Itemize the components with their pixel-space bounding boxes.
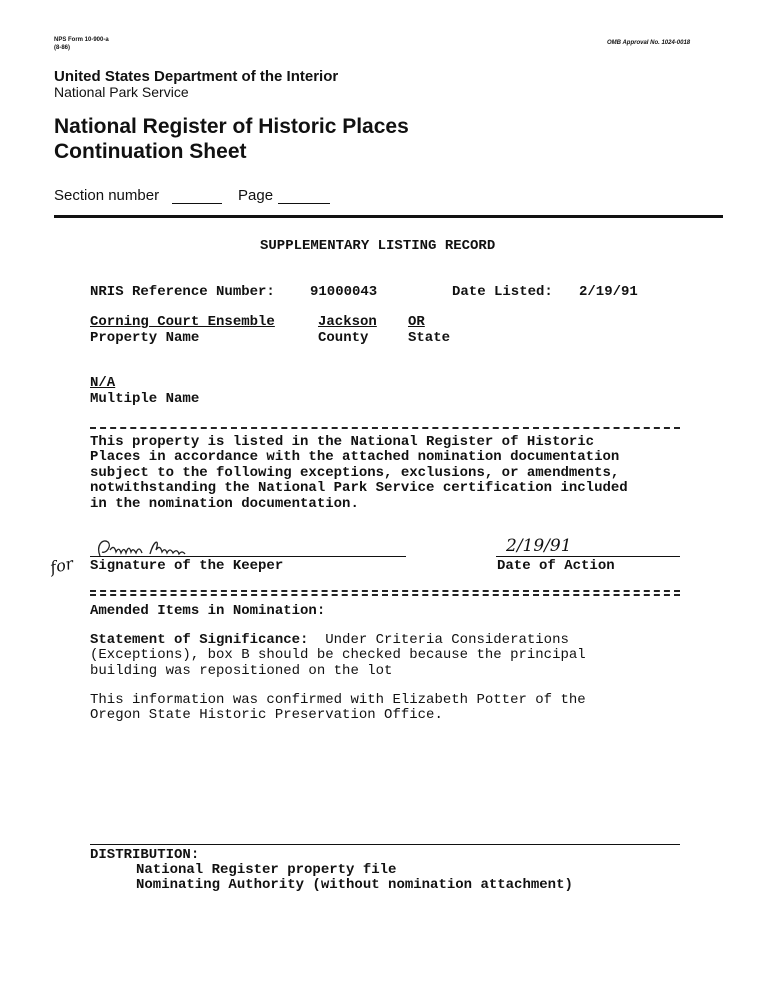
date-of-action-label: Date of Action bbox=[497, 558, 615, 574]
statement-line: Places in accordance with the attached nomination documentation bbox=[90, 449, 620, 466]
significance-label: Statement of Significance: bbox=[90, 632, 309, 648]
form-number: NPS Form 10-900-a bbox=[54, 37, 109, 43]
significance-line: (Exceptions), box B should be checked because the principal bbox=[90, 647, 586, 664]
amended-heading: Amended Items in Nomination: bbox=[90, 603, 326, 619]
state-label: State bbox=[408, 330, 451, 346]
statement-line: subject to the following exceptions, exclusions, or amendments, bbox=[90, 464, 620, 481]
form-revision: (8-86) bbox=[54, 45, 71, 51]
signature-prefix: for bbox=[48, 553, 75, 578]
nris-label: NRIS Reference Number: bbox=[90, 284, 275, 300]
department-name: United States Department of the Interior bbox=[54, 68, 339, 85]
property-name-value: Corning Court Ensemble bbox=[90, 314, 275, 330]
section-number-blank bbox=[172, 203, 222, 204]
page-title: National Register of Historic Places bbox=[54, 115, 409, 138]
double-dashed-divider bbox=[90, 590, 680, 596]
confirmation-line: This information was confirmed with Elizabeth Potter of the bbox=[90, 692, 586, 708]
page-subtitle: Continuation Sheet bbox=[54, 140, 247, 163]
multiple-name-label: Multiple Name bbox=[90, 391, 200, 407]
record-heading: SUPPLEMENTARY LISTING RECORD bbox=[260, 238, 496, 254]
section-number-label: Section number bbox=[54, 187, 160, 204]
agency-name: National Park Service bbox=[54, 84, 189, 100]
confirmation-line: Oregon State Historic Preservation Office. bbox=[90, 707, 443, 724]
distribution-heading: DISTRIBUTION: bbox=[90, 847, 200, 863]
signature-line bbox=[90, 556, 406, 557]
statement-paragraph bbox=[90, 435, 628, 512]
county-label: County bbox=[318, 330, 369, 346]
nris-value: 91000043 bbox=[310, 284, 378, 300]
confirmation-paragraph bbox=[90, 693, 586, 724]
date-of-action-handwritten: 2/19/91 bbox=[506, 536, 572, 556]
page-blank bbox=[278, 203, 330, 204]
statement-line: in the nomination documentation. bbox=[90, 495, 359, 512]
significance-line: Under Criteria Considerations bbox=[308, 632, 569, 648]
date-of-action-line bbox=[496, 556, 680, 557]
dashed-divider bbox=[90, 427, 680, 429]
distribution-rule bbox=[90, 844, 680, 845]
signature-label: Signature of the Keeper bbox=[90, 558, 284, 574]
county-value: Jackson bbox=[318, 314, 377, 330]
header-rule bbox=[54, 215, 723, 218]
multiple-name-value: N/A bbox=[90, 375, 116, 391]
distribution-item: National Register property file bbox=[136, 862, 397, 878]
significance-paragraph bbox=[90, 633, 586, 679]
page-label: Page bbox=[238, 187, 274, 204]
statement-line: notwithstanding the National Park Service certification included bbox=[90, 480, 628, 497]
date-listed-value: 2/19/91 bbox=[579, 284, 638, 300]
omb-approval: OMB Approval No. 1024-0018 bbox=[607, 40, 691, 46]
statement-line: This property is listed in the National Register of Historic bbox=[90, 434, 595, 450]
state-value: OR bbox=[408, 314, 425, 330]
distribution-item: Nominating Authority (without nomination attachment) bbox=[136, 877, 573, 893]
significance-line: building was repositioned on the lot bbox=[90, 662, 393, 679]
property-name-label: Property Name bbox=[90, 330, 200, 346]
date-listed-label: Date Listed: bbox=[452, 284, 553, 300]
